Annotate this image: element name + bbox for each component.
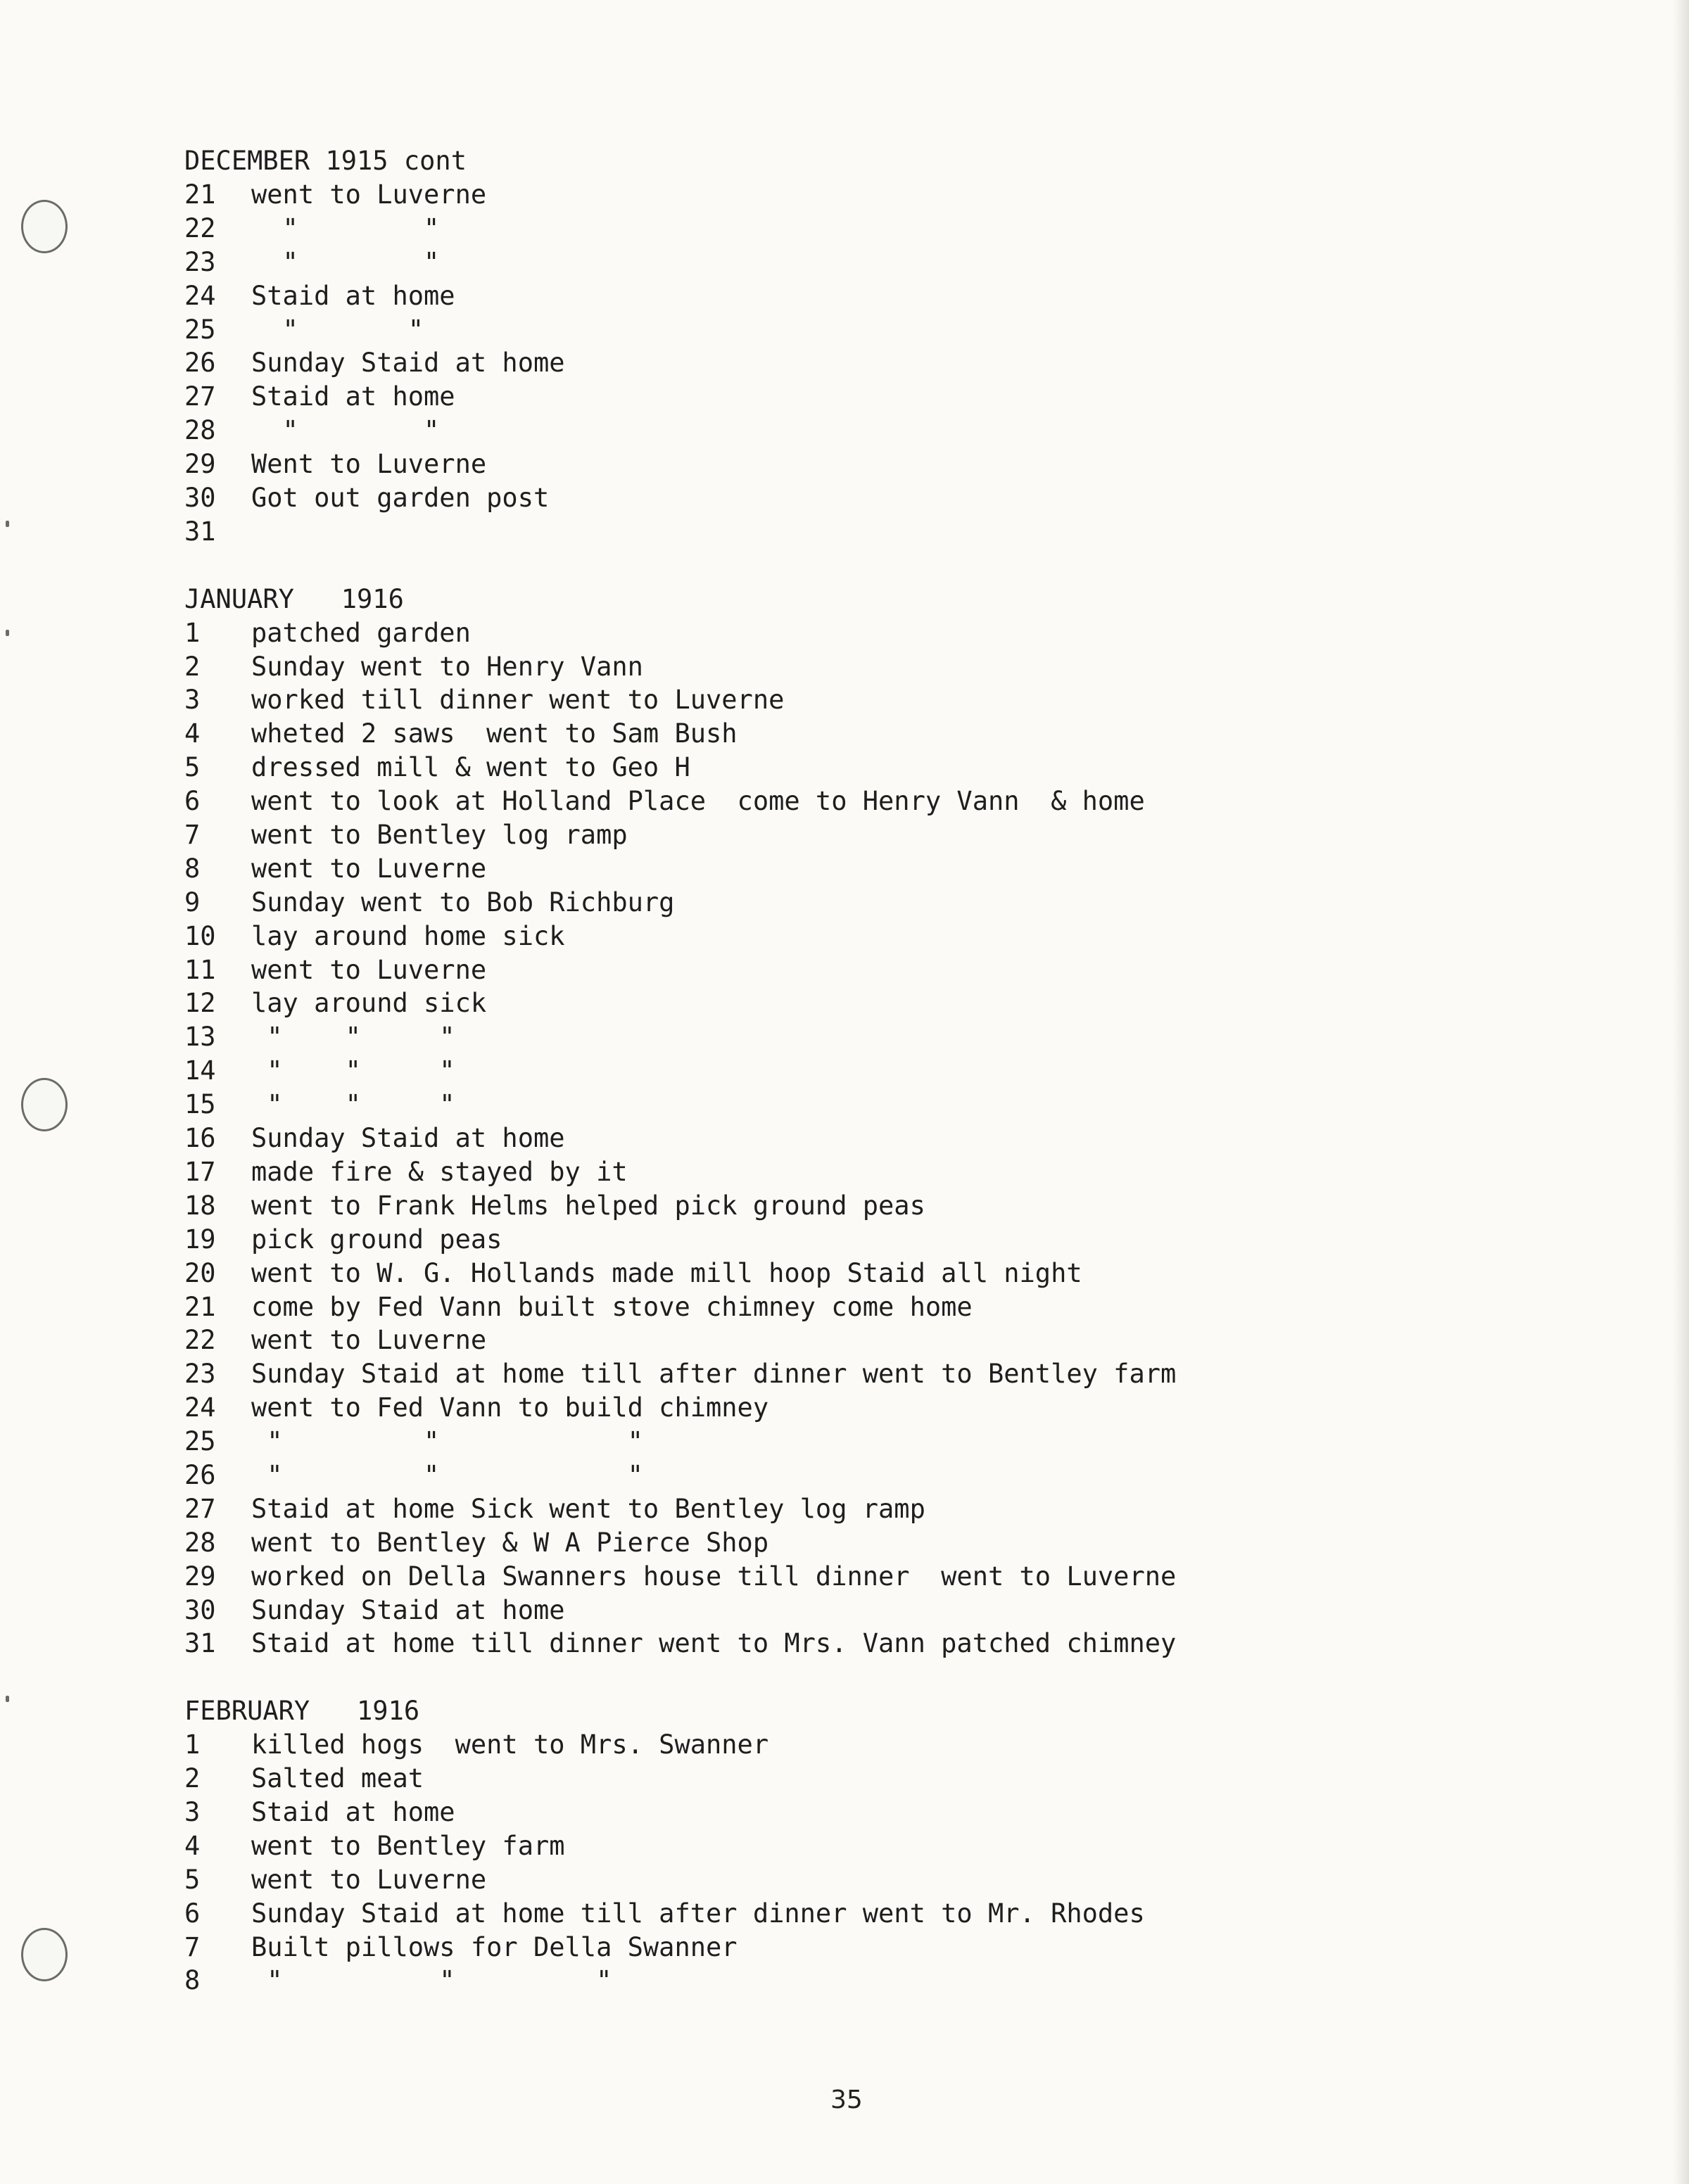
entry-day: 21	[184, 1291, 216, 1322]
month-heading: DECEMBER 1915 cont	[184, 146, 467, 176]
diary-entry	[184, 1391, 1522, 1425]
diary-entry	[184, 1829, 1522, 1863]
entry-day: 4	[184, 718, 201, 749]
entry-day: 27	[184, 381, 216, 412]
entry-day: 2	[184, 1763, 201, 1794]
diary-entry	[184, 1323, 1522, 1357]
entry-text: Went to Luverne	[251, 449, 487, 480]
entry-day: 13	[184, 1022, 216, 1053]
entry-text: " " "	[251, 1022, 455, 1053]
entry-day: 26	[184, 1459, 216, 1490]
diary-entry	[184, 1257, 1522, 1290]
diary-entry	[184, 1054, 1522, 1088]
entry-text: Sunday Staid at home	[251, 348, 565, 379]
entry-day: 11	[184, 954, 216, 985]
entry-day: 6	[184, 1898, 201, 1929]
diary-entry	[184, 953, 1522, 987]
margin-mark	[6, 1696, 9, 1702]
diary-entry	[184, 785, 1522, 818]
diary-entry	[184, 1526, 1522, 1560]
diary-entry	[184, 346, 1522, 380]
entry-day: 18	[184, 1190, 216, 1221]
diary-entry	[184, 246, 1522, 279]
month-section	[184, 1694, 1522, 1998]
entry-text: went to Luverne	[251, 179, 487, 210]
entry-text: went to look at Holland Place come to Henry Vann & home	[251, 786, 1145, 817]
entry-day: 19	[184, 1224, 216, 1255]
diary-entry	[184, 178, 1522, 212]
entry-text: " " "	[251, 1965, 612, 1996]
diary-entry	[184, 886, 1522, 920]
entry-text: " "	[251, 415, 440, 446]
entry-day: 8	[184, 853, 201, 884]
entry-day: 21	[184, 179, 216, 210]
month-section	[184, 583, 1522, 1661]
diary-entry	[184, 1627, 1522, 1661]
diary-entry	[184, 1088, 1522, 1122]
entry-text: " "	[251, 314, 424, 345]
diary-entry	[184, 1155, 1522, 1189]
entry-text: went to Frank Helms helped pick ground peas	[251, 1190, 925, 1221]
diary-entry	[184, 1492, 1522, 1526]
entry-day: 23	[184, 246, 216, 277]
margin-mark	[6, 521, 9, 527]
entry-day: 15	[184, 1089, 216, 1120]
diary-entry	[184, 1897, 1522, 1931]
entry-day: 12	[184, 988, 216, 1019]
entry-text: come by Fed Vann built stove chimney come home	[251, 1291, 973, 1322]
entry-text: Sunday went to Henry Vann	[251, 651, 643, 682]
entry-text: Salted meat	[251, 1763, 424, 1794]
diary-entry	[184, 1964, 1522, 1998]
binder-hole	[21, 1928, 68, 1981]
diary-entry	[184, 1189, 1522, 1223]
entry-day: 31	[184, 516, 216, 547]
entry-day: 1	[184, 617, 201, 648]
entry-day: 10	[184, 920, 216, 951]
entry-text: Staid at home Sick went to Bentley log ramp	[251, 1493, 925, 1524]
entry-text: Built pillows for Della Swanner	[251, 1931, 738, 1962]
entry-text: " "	[251, 246, 440, 277]
entry-day: 1	[184, 1729, 201, 1760]
entry-text: pick ground peas	[251, 1224, 502, 1255]
entry-day: 16	[184, 1123, 216, 1154]
entry-text: went to Luverne	[251, 954, 487, 985]
entry-text: went to Bentley farm	[251, 1830, 565, 1861]
diary-entry	[184, 751, 1522, 785]
diary-entry	[184, 1425, 1522, 1459]
diary-entry	[184, 717, 1522, 751]
diary-entry	[184, 920, 1522, 953]
entry-day: 6	[184, 786, 201, 817]
entry-day: 28	[184, 415, 216, 446]
entry-text: went to Bentley log ramp	[251, 820, 628, 851]
entry-day: 20	[184, 1257, 216, 1288]
diary-entry	[184, 650, 1522, 684]
entry-day: 8	[184, 1965, 201, 1996]
entry-text: " " "	[251, 1089, 455, 1120]
month-section	[184, 144, 1522, 549]
entry-text: Got out garden post	[251, 483, 550, 514]
diary-entry	[184, 380, 1522, 414]
entry-day: 24	[184, 280, 216, 311]
entry-day: 25	[184, 314, 216, 345]
entry-day: 2	[184, 651, 201, 682]
entry-text: lay around home sick	[251, 920, 565, 951]
entry-day: 22	[184, 1325, 216, 1356]
entry-text: " " "	[251, 1055, 455, 1086]
entry-day: 9	[184, 887, 201, 918]
entry-text: " " "	[251, 1459, 643, 1490]
entry-day: 27	[184, 1493, 216, 1524]
diary-entry	[184, 852, 1522, 886]
entry-day: 5	[184, 1864, 201, 1895]
month-heading: JANUARY 1916	[184, 583, 404, 614]
entry-day: 7	[184, 1931, 201, 1962]
diary-entry	[184, 1762, 1522, 1796]
entry-text: " "	[251, 212, 440, 243]
diary-entry	[184, 1357, 1522, 1391]
section-gap	[184, 1661, 1522, 1694]
entry-text: patched garden	[251, 617, 471, 648]
entry-day: 17	[184, 1156, 216, 1187]
entry-text: Staid at home	[251, 280, 455, 311]
section-gap	[184, 549, 1522, 583]
entry-day: 31	[184, 1628, 216, 1659]
diary-entry	[184, 414, 1522, 447]
entry-day: 14	[184, 1055, 216, 1086]
diary-entry	[184, 447, 1522, 481]
entry-day: 29	[184, 449, 216, 480]
entry-text: went to Luverne	[251, 1325, 487, 1356]
entry-day: 22	[184, 212, 216, 243]
entry-text: made fire & stayed by it	[251, 1156, 628, 1187]
diary-content	[184, 144, 1522, 1998]
diary-entry	[184, 616, 1522, 650]
entry-day: 26	[184, 348, 216, 379]
entry-text: wheted 2 saws went to Sam Bush	[251, 718, 738, 749]
entry-text: worked on Della Swanners house till dinner went to Luverne	[251, 1561, 1177, 1592]
entry-text: Sunday Staid at home till after dinner went to Mr. Rhodes	[251, 1898, 1145, 1929]
diary-entry	[184, 1290, 1522, 1324]
diary-entry	[184, 1020, 1522, 1054]
entry-text: Sunday Staid at home till after dinner went to Bentley farm	[251, 1359, 1177, 1390]
entry-text: Staid at home	[251, 381, 455, 412]
entry-text: Sunday Staid at home	[251, 1123, 565, 1154]
entry-day: 3	[184, 685, 201, 716]
margin-mark	[6, 630, 9, 636]
binder-hole	[21, 200, 68, 253]
diary-entry	[184, 1560, 1522, 1594]
binder-hole	[21, 1078, 68, 1131]
entry-day: 28	[184, 1527, 216, 1558]
diary-entry	[184, 1796, 1522, 1829]
entry-text: killed hogs went to Mrs. Swanner	[251, 1729, 769, 1760]
diary-entry	[184, 986, 1522, 1020]
diary-entry	[184, 1223, 1522, 1257]
month-heading: FEBRUARY 1916	[184, 1696, 420, 1727]
entry-text: dressed mill & went to Geo H	[251, 752, 690, 783]
entry-day: 23	[184, 1359, 216, 1390]
diary-entry	[184, 1863, 1522, 1897]
entry-text: went to Bentley & W A Pierce Shop	[251, 1527, 769, 1558]
diary-entry	[184, 212, 1522, 246]
diary-entry	[184, 1594, 1522, 1627]
entry-day: 29	[184, 1561, 216, 1592]
entry-text: went to Luverne	[251, 1864, 487, 1895]
diary-entry	[184, 481, 1522, 515]
entry-text: Sunday Staid at home	[251, 1594, 565, 1625]
entry-day: 7	[184, 820, 201, 851]
entry-text: went to Fed Vann to build chimney	[251, 1392, 769, 1423]
entry-day: 4	[184, 1830, 201, 1861]
entry-text: Staid at home till dinner went to Mrs. Vann patched chimney	[251, 1628, 1177, 1659]
entry-text: worked till dinner went to Luverne	[251, 685, 785, 716]
diary-entry	[184, 1728, 1522, 1762]
entry-text: Staid at home	[251, 1796, 455, 1827]
diary-entry	[184, 1122, 1522, 1155]
diary-entry	[184, 313, 1522, 347]
entry-day: 30	[184, 483, 216, 514]
entry-day: 30	[184, 1594, 216, 1625]
page-number: 35	[830, 2085, 863, 2114]
diary-entry	[184, 683, 1522, 717]
entry-text: " " "	[251, 1426, 643, 1457]
diary-entry	[184, 1459, 1522, 1492]
entry-text: went to W. G. Hollands made mill hoop Staid all night	[251, 1257, 1082, 1288]
diary-entry	[184, 279, 1522, 313]
entry-day: 3	[184, 1796, 201, 1827]
entry-text: went to Luverne	[251, 853, 487, 884]
diary-entry	[184, 818, 1522, 852]
entry-text: lay around sick	[251, 988, 487, 1019]
entry-day: 5	[184, 752, 201, 783]
entry-day: 24	[184, 1392, 216, 1423]
entry-text: Sunday went to Bob Richburg	[251, 887, 675, 918]
diary-entry	[184, 1931, 1522, 1964]
diary-entry	[184, 515, 1522, 549]
page-edge-shadow	[1674, 0, 1689, 2184]
entry-day: 25	[184, 1426, 216, 1457]
